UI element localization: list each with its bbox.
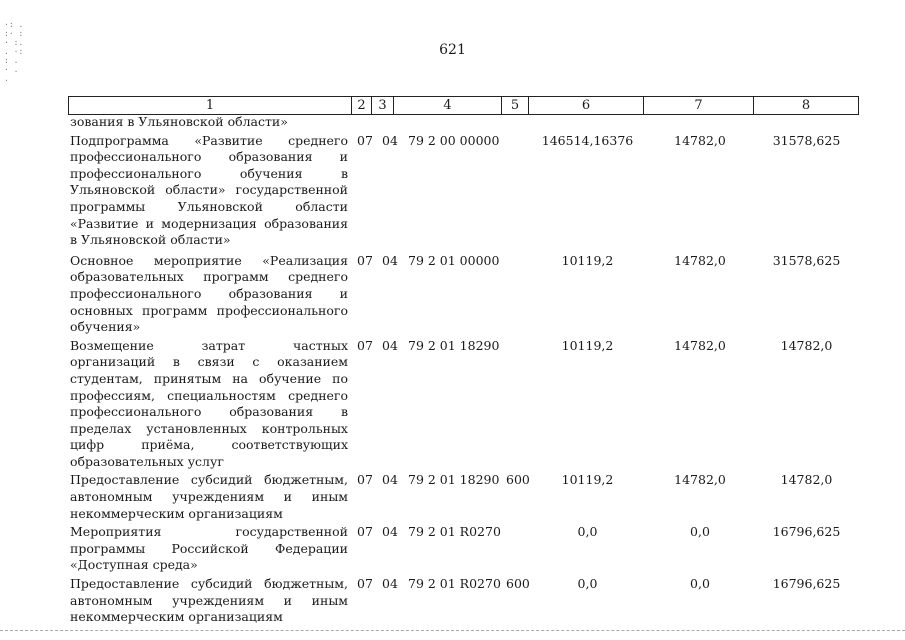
subsection-code: 04 [382,524,398,540]
target-article-code: 79 2 01 R0270 [408,576,501,592]
table-row [70,338,860,471]
column-header: 4 [394,97,502,115]
expense-type-code: 600 [506,472,530,488]
amount-col-7: 14782,0 [674,252,726,268]
target-article-code: 79 2 01 18290 [408,472,500,488]
column-header-row [69,97,859,115]
budget-table-body [70,114,860,626]
amount-col-7: 14782,0 [674,472,726,488]
amount-col-8: 14782,0 [780,472,833,488]
subsection-code: 04 [382,252,398,268]
amount-col-7: 0,0 [690,524,710,540]
amount-col-6: 146514,16376 [541,132,634,148]
table-row [70,576,860,626]
column-header: 2 [352,97,372,115]
table-row [70,524,860,574]
table-row [70,114,860,131]
scan-edge [0,630,905,631]
amount-col-8: 16796,625 [772,576,841,592]
expense-type-code: 600 [506,576,530,592]
amount-col-6: 0,0 [577,524,598,540]
amount-col-6: 10119,2 [561,337,614,353]
target-article-code: 79 2 01 00000 [408,252,500,268]
column-header-table [68,96,859,115]
row-description: Основное мероприятие «Реализация образовательных программ среднего профессионального образования и основных программ профессионального обучения» [70,252,348,335]
subsection-code: 04 [382,337,398,353]
amount-col-8: 31578,625 [772,252,841,268]
row-description: зования в Ульяновской области» [70,114,288,129]
column-header: 3 [372,97,394,115]
subsection-code: 04 [382,576,398,592]
target-article-code: 79 2 01 R0270 [408,524,501,540]
table-row [70,253,860,336]
target-article-code: 79 2 00 00000 [408,132,500,148]
section-code: 07 [357,337,373,353]
column-header: 1 [69,97,352,115]
amount-col-6: 10119,2 [561,252,614,268]
subsection-code: 04 [382,132,398,148]
amount-col-8: 16796,625 [772,524,841,540]
amount-col-8: 31578,625 [772,132,841,148]
column-header: 6 [529,97,644,115]
table-row [70,133,860,249]
amount-col-7: 14782,0 [674,337,726,353]
section-code: 07 [357,132,373,148]
amount-col-6: 0,0 [577,576,598,592]
section-code: 07 [357,576,373,592]
column-header: 8 [754,97,859,115]
amount-col-7: 0,0 [690,576,710,592]
row-description: Предоставление субсидий бюджетным, автономным учреждениям и иным некоммерческим организациям [70,472,348,521]
scan-noise: ·: . :· : · :. . ·: : . · . . [4,20,24,83]
table-row [70,472,860,522]
amount-col-8: 14782,0 [780,337,833,353]
subsection-code: 04 [382,472,398,488]
column-header: 5 [502,97,529,115]
page-number: 621 [439,42,466,58]
row-description: Предоставление субсидий бюджетным, автономным учреждениям и иным некоммерческим организациям [70,576,348,625]
target-article-code: 79 2 01 18290 [408,337,500,353]
row-description: Мероприятия государственной программы Российской Федерации «Доступная среда» [70,524,348,573]
column-header: 7 [644,97,754,115]
section-code: 07 [357,472,373,488]
amount-col-7: 14782,0 [674,132,726,148]
section-code: 07 [357,252,373,268]
amount-col-6: 10119,2 [561,472,614,488]
row-description: Подпрограмма «Развитие среднего профессионального образования и профессионального обучения в Ульяновской области» государственной программы Ульяновской области «Развитие и модернизация образования в Ульяновской области» [70,132,348,248]
row-description: Возмещение затрат частных организаций в связи с оказанием студентам, принятым на обучение по профессиям, специальностям среднего профессионального образования в пределах установленных контрольных цифр приёма, соответствующих образовательных услуг [70,337,348,469]
section-code: 07 [357,524,373,540]
